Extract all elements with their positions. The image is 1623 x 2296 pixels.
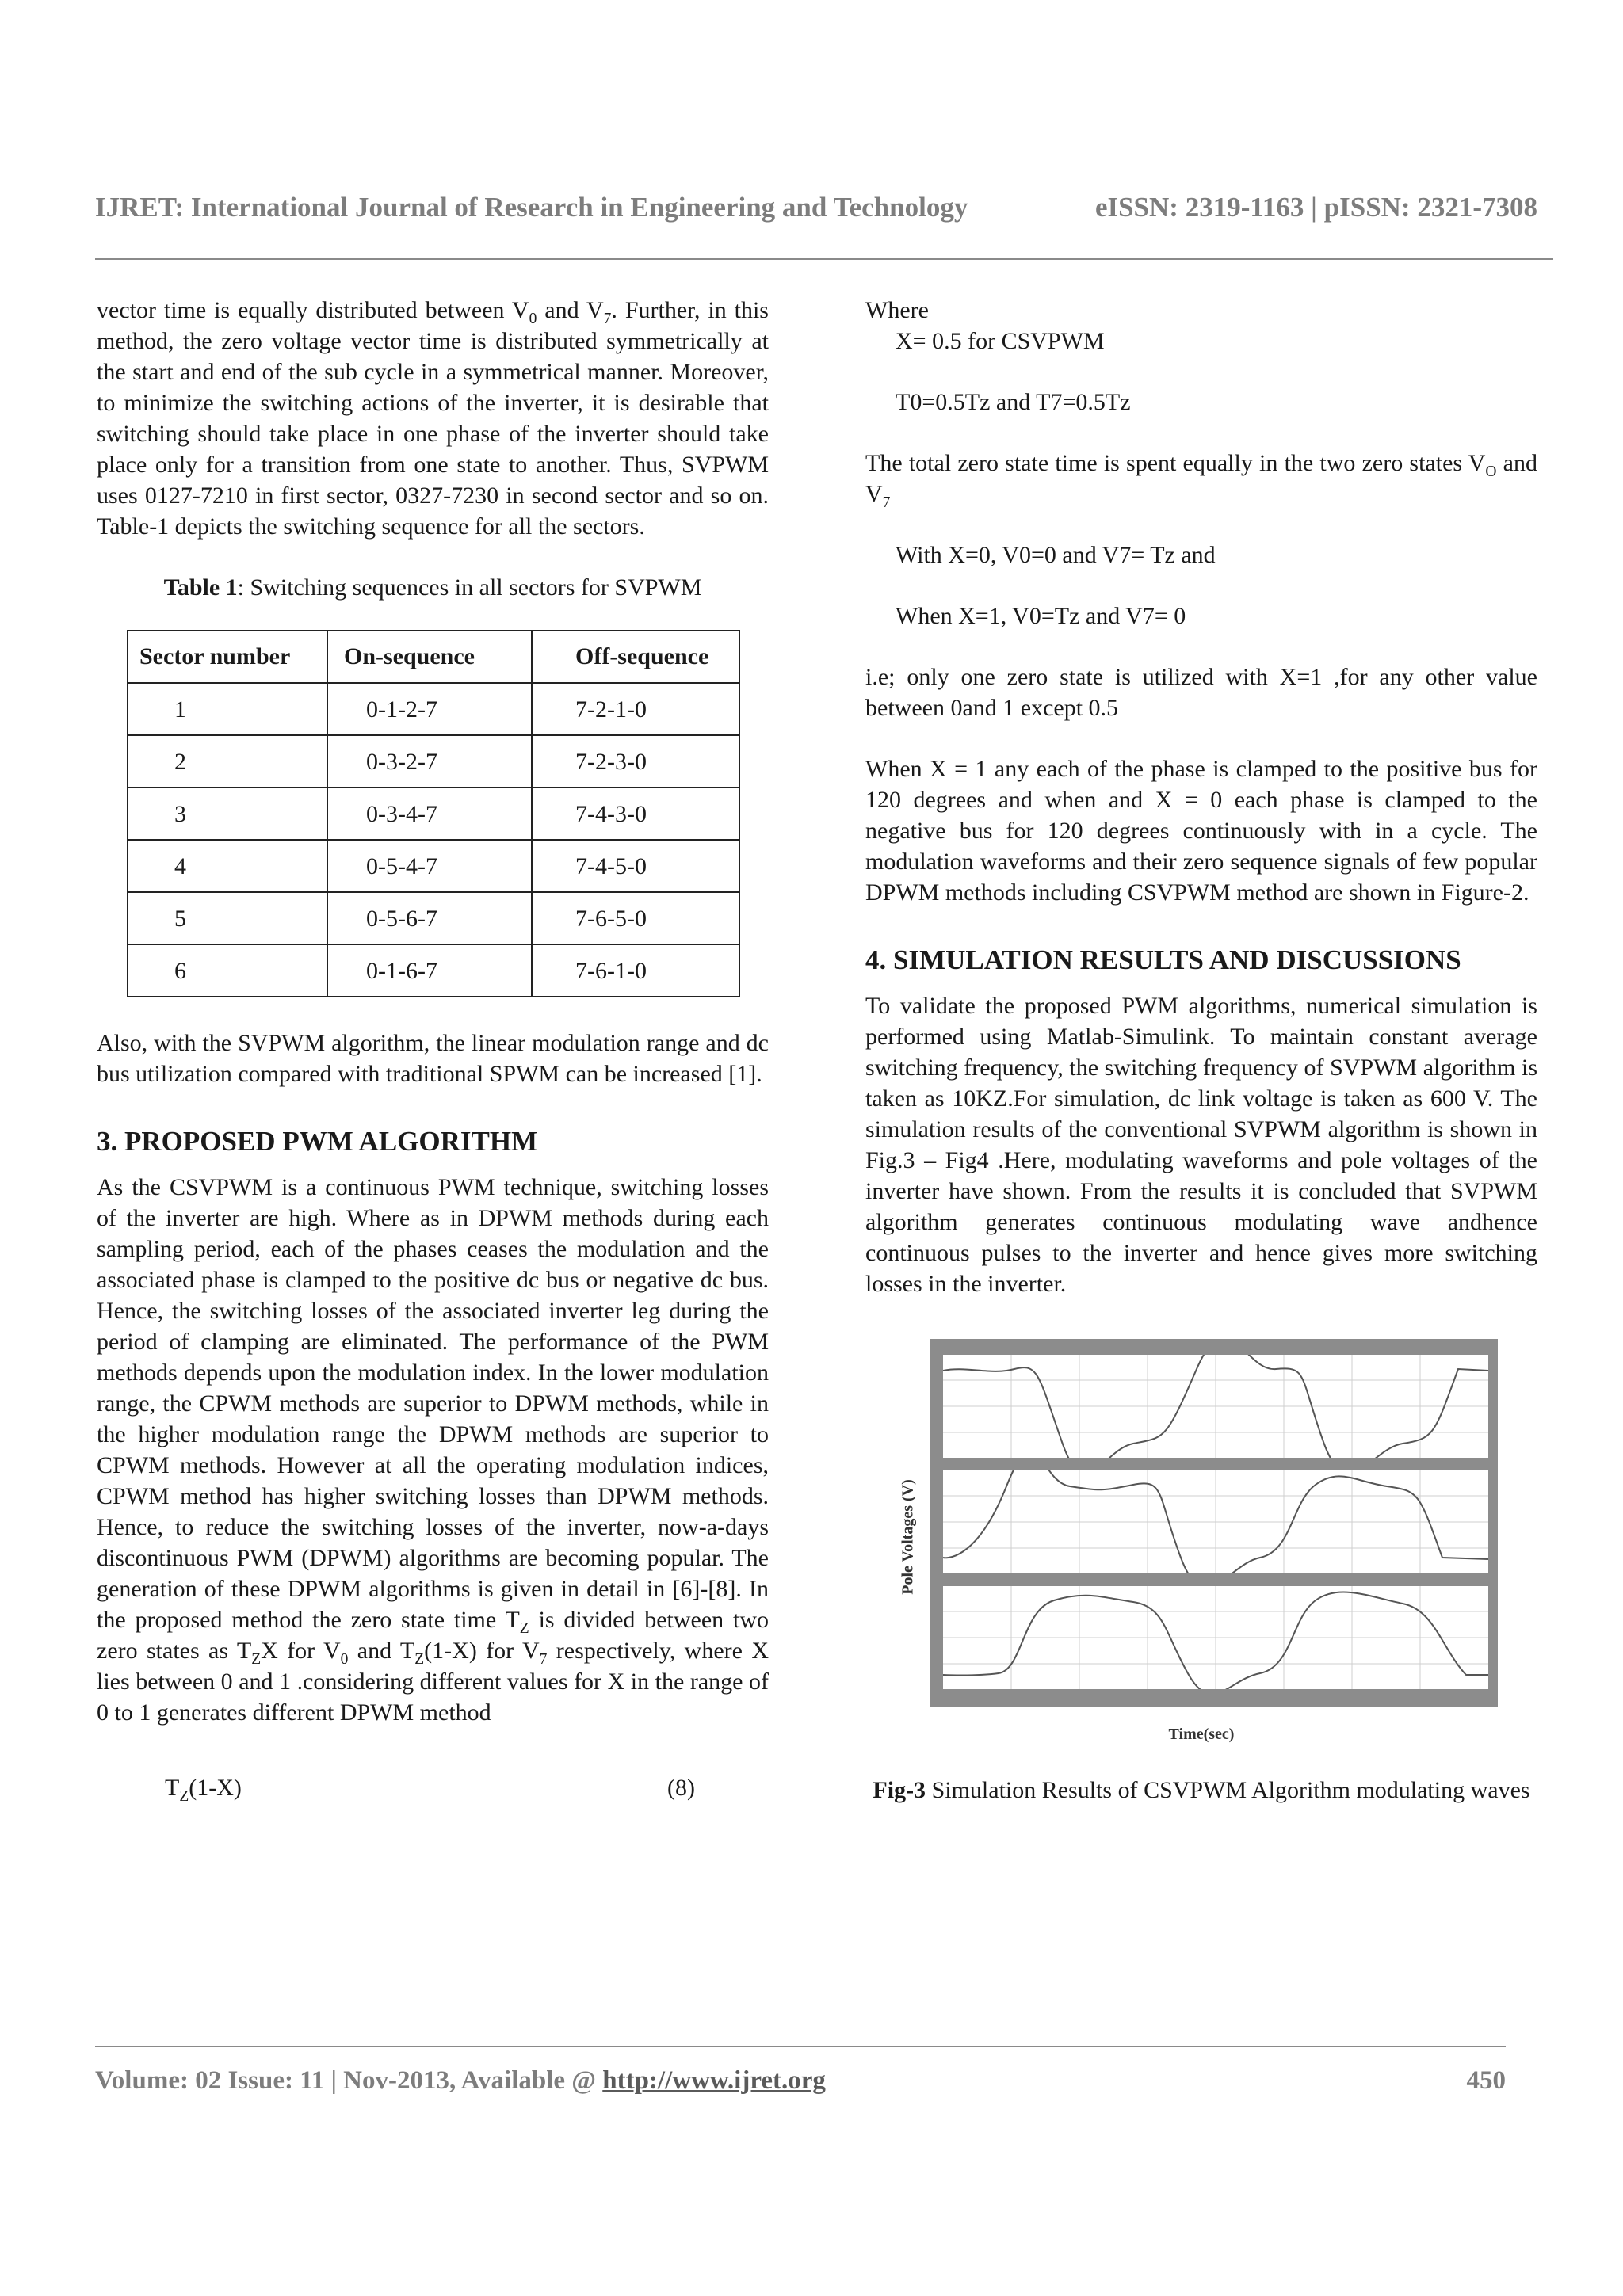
on-sequence-cell: 0-1-6-7 — [327, 944, 532, 997]
on-sequence-cell: 0-3-2-7 — [327, 735, 532, 788]
table-header-off: Off-sequence — [532, 631, 739, 683]
sector-cell: 6 — [128, 944, 327, 997]
left-column — [97, 295, 769, 1804]
sector-cell: 1 — [128, 683, 327, 735]
table-row — [128, 735, 739, 788]
t-definition: T0=0.5Tz and T7=0.5Tz — [896, 389, 1131, 415]
table-row — [128, 892, 739, 944]
on-sequence-cell: 0-5-4-7 — [327, 840, 532, 892]
page-footer — [95, 2066, 1506, 2096]
figure-plot-frame — [930, 1339, 1498, 1707]
paragraph-simulation: To validate the proposed PWM algorithms, numerical simulation is performed using Matlab-Simulink. To maintain constant average switching frequency, the switching frequency of SVPWM algorithm is taken as 10KZ.For simulation, dc link voltage is taken as 600 V. The simulation results of the conventional SVPWM algorithm is shown in Fig.3 – Fig4 .Here, modulating waveforms and pole voltages of the inverter have shown. From the results it is concluded that SVPWM algorithm generates continuous modulating wave andhence continuous pulses to the inverter and hence gives more switching losses in the inverter. — [865, 993, 1537, 1297]
with-x0: With X=0, V0=0 and V7= Tz and — [896, 542, 1216, 568]
on-sequence-cell: 0-5-6-7 — [327, 892, 532, 944]
figure-3-caption: Fig-3 Simulation Results of CSVPWM Algorithm modulating waves — [873, 1777, 1530, 1803]
sector-cell: 4 — [128, 840, 327, 892]
paragraph-ie: i.e; only one zero state is utilized with X=1 ,for any other value between 0and 1 except 0.5 — [865, 664, 1537, 721]
sector-cell: 3 — [128, 788, 327, 840]
equation-8: $T_Z(1-X)$ (8) — [97, 1772, 769, 1804]
issn: eISSN: 2319-1163 | pISSN: 2321-7308 — [1094, 192, 1537, 223]
waveform-panel-1 — [943, 1355, 1488, 1458]
figure-3 — [892, 1339, 1510, 1751]
running-header — [95, 192, 1537, 223]
off-sequence-cell: 7-2-1-0 — [532, 683, 739, 735]
section-3-title: 3. PROPOSED PWM ALGORITHM — [97, 1126, 538, 1157]
figure-y-axis-label: Pole Voltages (V) — [899, 1479, 917, 1595]
right-column — [865, 295, 1537, 1806]
journal-title: IJRET: International Journal of Research in Engineering and Technology — [95, 192, 968, 223]
where-label: Where — [865, 297, 929, 323]
table-row — [128, 944, 739, 997]
equation-number: (8) — [667, 1775, 695, 1801]
off-sequence-cell: 7-4-3-0 — [532, 788, 739, 840]
table-row — [128, 788, 739, 840]
paragraph-zero-vector: vector time is equally distributed between $V_0$ and $V_7$. Further, in this method, the zero voltage vector time is distributed symmetrically at the start and end of the sub cycle in a symmetrical manner. Moreover, to minimize the switching actions of the inverter, it is desirable that switching should take place in one phase of the inverter should take place only for a transition from one state to another. Thus, SVPWM uses 0127-7210 in first sector, 0327-7230 in second sector and so on. Table-1 depicts the switching sequence for all the sectors. — [97, 297, 769, 540]
x-definition: X= 0.5 for CSVPWM — [896, 328, 1105, 354]
figure-x-axis-label: Time(sec) — [1168, 1726, 1235, 1743]
off-sequence-cell: 7-6-1-0 — [532, 944, 739, 997]
waveform-panel-3 — [943, 1586, 1488, 1689]
section-4-title: 4. SIMULATION RESULTS AND DISCUSSIONS — [865, 944, 1461, 975]
sector-cell: 5 — [128, 892, 327, 944]
journal-link[interactable]: http://www.ijret.org — [602, 2066, 826, 2095]
when-x1: When X=1, V0=Tz and V7= 0 — [896, 603, 1186, 629]
waveform-panel-2 — [943, 1470, 1488, 1573]
sector-cell: 2 — [128, 735, 327, 788]
on-sequence-cell: 0-3-4-7 — [327, 788, 532, 840]
table-header-sector: Sector number — [128, 631, 327, 683]
switching-table — [127, 630, 740, 997]
off-sequence-cell: 7-2-3-0 — [532, 735, 739, 788]
page-number: 450 — [1466, 2066, 1506, 2095]
footer-volume: Volume: 02 Issue: 11 | Nov-2013, Available @ http://www.ijret.org — [95, 2066, 826, 2095]
off-sequence-cell: 7-6-5-0 — [532, 892, 739, 944]
off-sequence-cell: 7-4-5-0 — [532, 840, 739, 892]
table-caption: Table 1: Switching sequences in all sectors for SVPWM — [163, 574, 702, 601]
on-sequence-cell: 0-1-2-7 — [327, 683, 532, 735]
table-row — [128, 840, 739, 892]
paragraph-svpwm-range: Also, with the SVPWM algorithm, the linear modulation range and dc bus utilization compared with traditional SPWM can be increased [1]. — [97, 1030, 769, 1087]
paragraph-proposed: As the CSVPWM is a continuous PWM technique, switching losses of the inverter are high. Where as in DPWM methods during each sampling period, each of the phases ceases the modulation and the associated phase is clamped to the positive dc bus or negative dc bus. Hence, the switching losses of the associated inverter leg during the period of clamping are eliminated. The performance of the PWM methods depends upon the modulation index. In the lower modulation range, the CPWM methods are superior to DPWM methods, while in the higher modulation range the DPWM methods are superior to CPWM methods. However at all the operating modulation indices, CPWM method has higher switching losses than DPWM methods. Hence, to reduce the switching losses of the inverter, now-a-days discontinuous PWM (DPWM) algorithms are becoming popular. The generation of these DPWM algorithms is given in detail in [6]-[8]. In the proposed method the zero state time $T_Z$ is divided between two zero states as $T_ZX$ for $V_0$ and $T_Z(1-X)$ for $V_7$ respectively, where X lies between 0 and 1 .considering different values for X in the range of 0 to 1 generates different DPWM method — [97, 1174, 769, 1726]
paragraph-total-zero: The total zero state time is spent equally in the two zero states $V_O$ and $V_7$ — [865, 450, 1537, 511]
table-row — [128, 683, 739, 735]
header-rule — [95, 258, 1553, 260]
footer-rule — [95, 2046, 1506, 2047]
table-header-on: On-sequence — [327, 631, 532, 683]
paragraph-clamping: When X = 1 any each of the phase is clamped to the positive bus for 120 degrees and when and X = 0 each phase is clamped to the negative bus for 120 degrees continuously with in a cycle. The modulation waveforms and their zero sequence signals of few popular DPWM methods including CSVPWM method are shown in Figure-2. — [865, 756, 1537, 906]
